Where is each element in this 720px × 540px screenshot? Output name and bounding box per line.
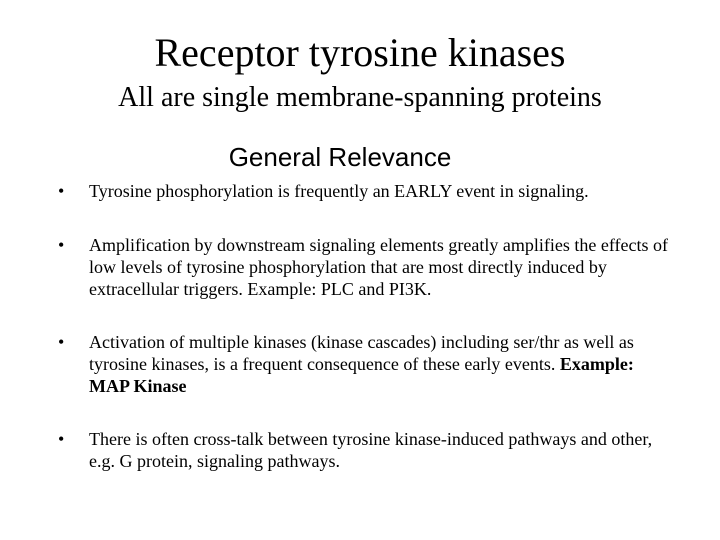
bullet-item (58, 331, 668, 397)
bullet-text: Amplification by downstream signaling elements greatly amplifies the effects of low levels of tyrosine phosphorylation that are most directly induced by extracellular triggers. Example: PLC and PI3K. (89, 235, 669, 299)
bullet-text: Tyrosine phosphorylation is frequently an EARLY event in signaling. (89, 181, 589, 201)
bullet-text: Activation of multiple kinases (kinase cascades) including ser/thr as well as tyrosine kinases, is a frequent consequence of these early events. (89, 332, 634, 374)
bullet-item (58, 428, 668, 472)
bullet-item (58, 234, 668, 300)
bullet-marker: • (58, 235, 65, 255)
bullet-emphasis: Example: MAP Kinase (89, 354, 634, 396)
bullet-item (58, 180, 668, 202)
bullet-marker: • (58, 429, 65, 449)
bullet-marker: • (58, 181, 65, 201)
section-heading: General Relevance (228, 142, 452, 172)
bullet-text: There is often cross-talk between tyrosine kinase-induced pathways and other, e.g. G protein, signaling pathways. (89, 429, 653, 471)
slide-title: Receptor tyrosine kinases (154, 30, 566, 75)
bullet-marker: • (58, 332, 65, 352)
slide-subtitle: All are single membrane-spanning proteins (118, 82, 602, 113)
bullet-text-with-emphasis (89, 331, 668, 397)
